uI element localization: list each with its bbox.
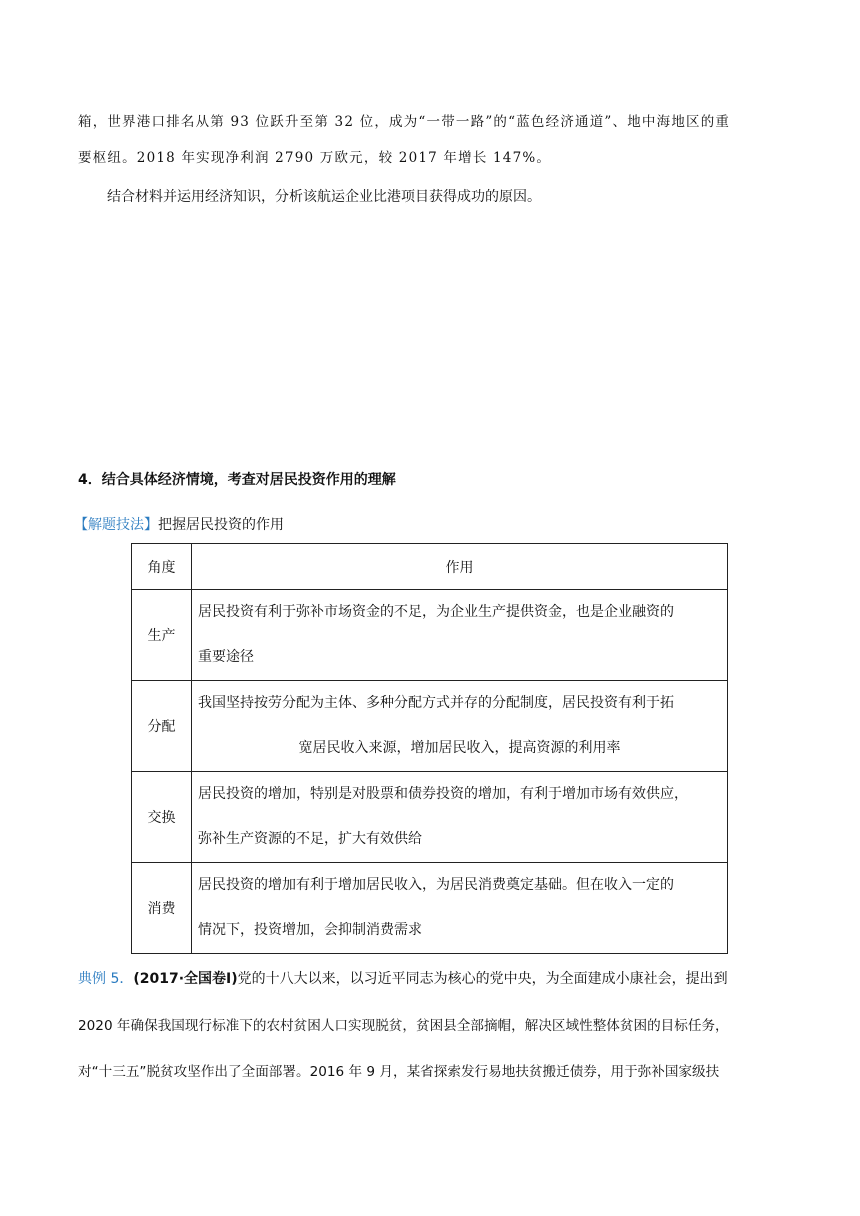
section-heading: 4．结合具体经济情境，考查对居民投资作用的理解: [78, 472, 396, 488]
role-cell: [192, 772, 728, 863]
role-text-line: 弥补生产资源的不足，扩大有效供给: [198, 831, 422, 847]
example-source: (2017·全国卷Ⅰ): [133, 971, 238, 987]
question-text: 结合材料并运用经济知识，分析该航运企业比港项目获得成功的原因。: [107, 189, 541, 205]
role-text-line: 情况下，投资增加，会抑制消费需求: [198, 922, 422, 938]
paragraph-line: 要枢纽。2018 年实现净利润 2790 万欧元，较 2017 年增长 147%。: [78, 150, 552, 166]
column-header-role: 作用: [192, 544, 728, 590]
table-row: [132, 681, 728, 772]
column-header-angle: 角度: [132, 544, 192, 590]
role-cell: [192, 863, 728, 954]
angle-cell: 生产: [132, 590, 192, 681]
angle-cell: 交换: [132, 772, 192, 863]
role-text-line: 居民投资的增加有利于增加居民收入，为居民消费奠定基础。但在收入一定的: [198, 877, 674, 893]
role-text-line: 居民投资的增加，特别是对股票和债券投资的增加，有利于增加市场有效供应，: [198, 786, 688, 802]
table-row: [132, 863, 728, 954]
role-text-line: 居民投资有利于弥补市场资金的不足，为企业生产提供资金，也是企业融资的: [198, 604, 674, 620]
role-cell: [192, 681, 728, 772]
table-row: [132, 590, 728, 681]
example-line: 2020 年确保我国现行标准下的农村贫困人口实现脱贫，贫困县全部摘帽，解决区域性整体贫困的目标任务，: [78, 1018, 729, 1034]
technique-tag: 【解题技法】: [74, 517, 158, 533]
role-text-line: 我国坚持按劳分配为主体、多种分配方式并存的分配制度，居民投资有利于拓: [198, 695, 674, 711]
example-label: 典例 5．: [78, 971, 134, 987]
paragraph-line: 箱，世界港口排名从第 93 位跃升至第 32 位，成为“一带一路”的“蓝色经济通道”、地中海地区的重: [78, 114, 731, 130]
role-cell: [192, 590, 728, 681]
example-line: 对“十三五”脱贫攻坚作出了全面部署。2016 年 9 月，某省探索发行易地扶贫搬迁债券，用于弥补国家级扶: [78, 1064, 720, 1080]
table-row: [132, 772, 728, 863]
role-text-line: 宽居民收入来源，增加居民收入，提高资源的利用率: [298, 740, 621, 756]
example-line: [78, 968, 728, 988]
angle-cell: 消费: [132, 863, 192, 954]
investment-role-table: [131, 543, 728, 954]
angle-cell: 分配: [132, 681, 192, 772]
technique-text: 把握居民投资的作用: [158, 517, 284, 533]
technique-line: [74, 514, 284, 534]
example-text: 党的十八大以来，以习近平同志为核心的党中央，为全面建成小康社会，提出到: [237, 971, 728, 987]
table-header-row: [132, 544, 728, 590]
role-text-line: 重要途径: [198, 649, 254, 665]
